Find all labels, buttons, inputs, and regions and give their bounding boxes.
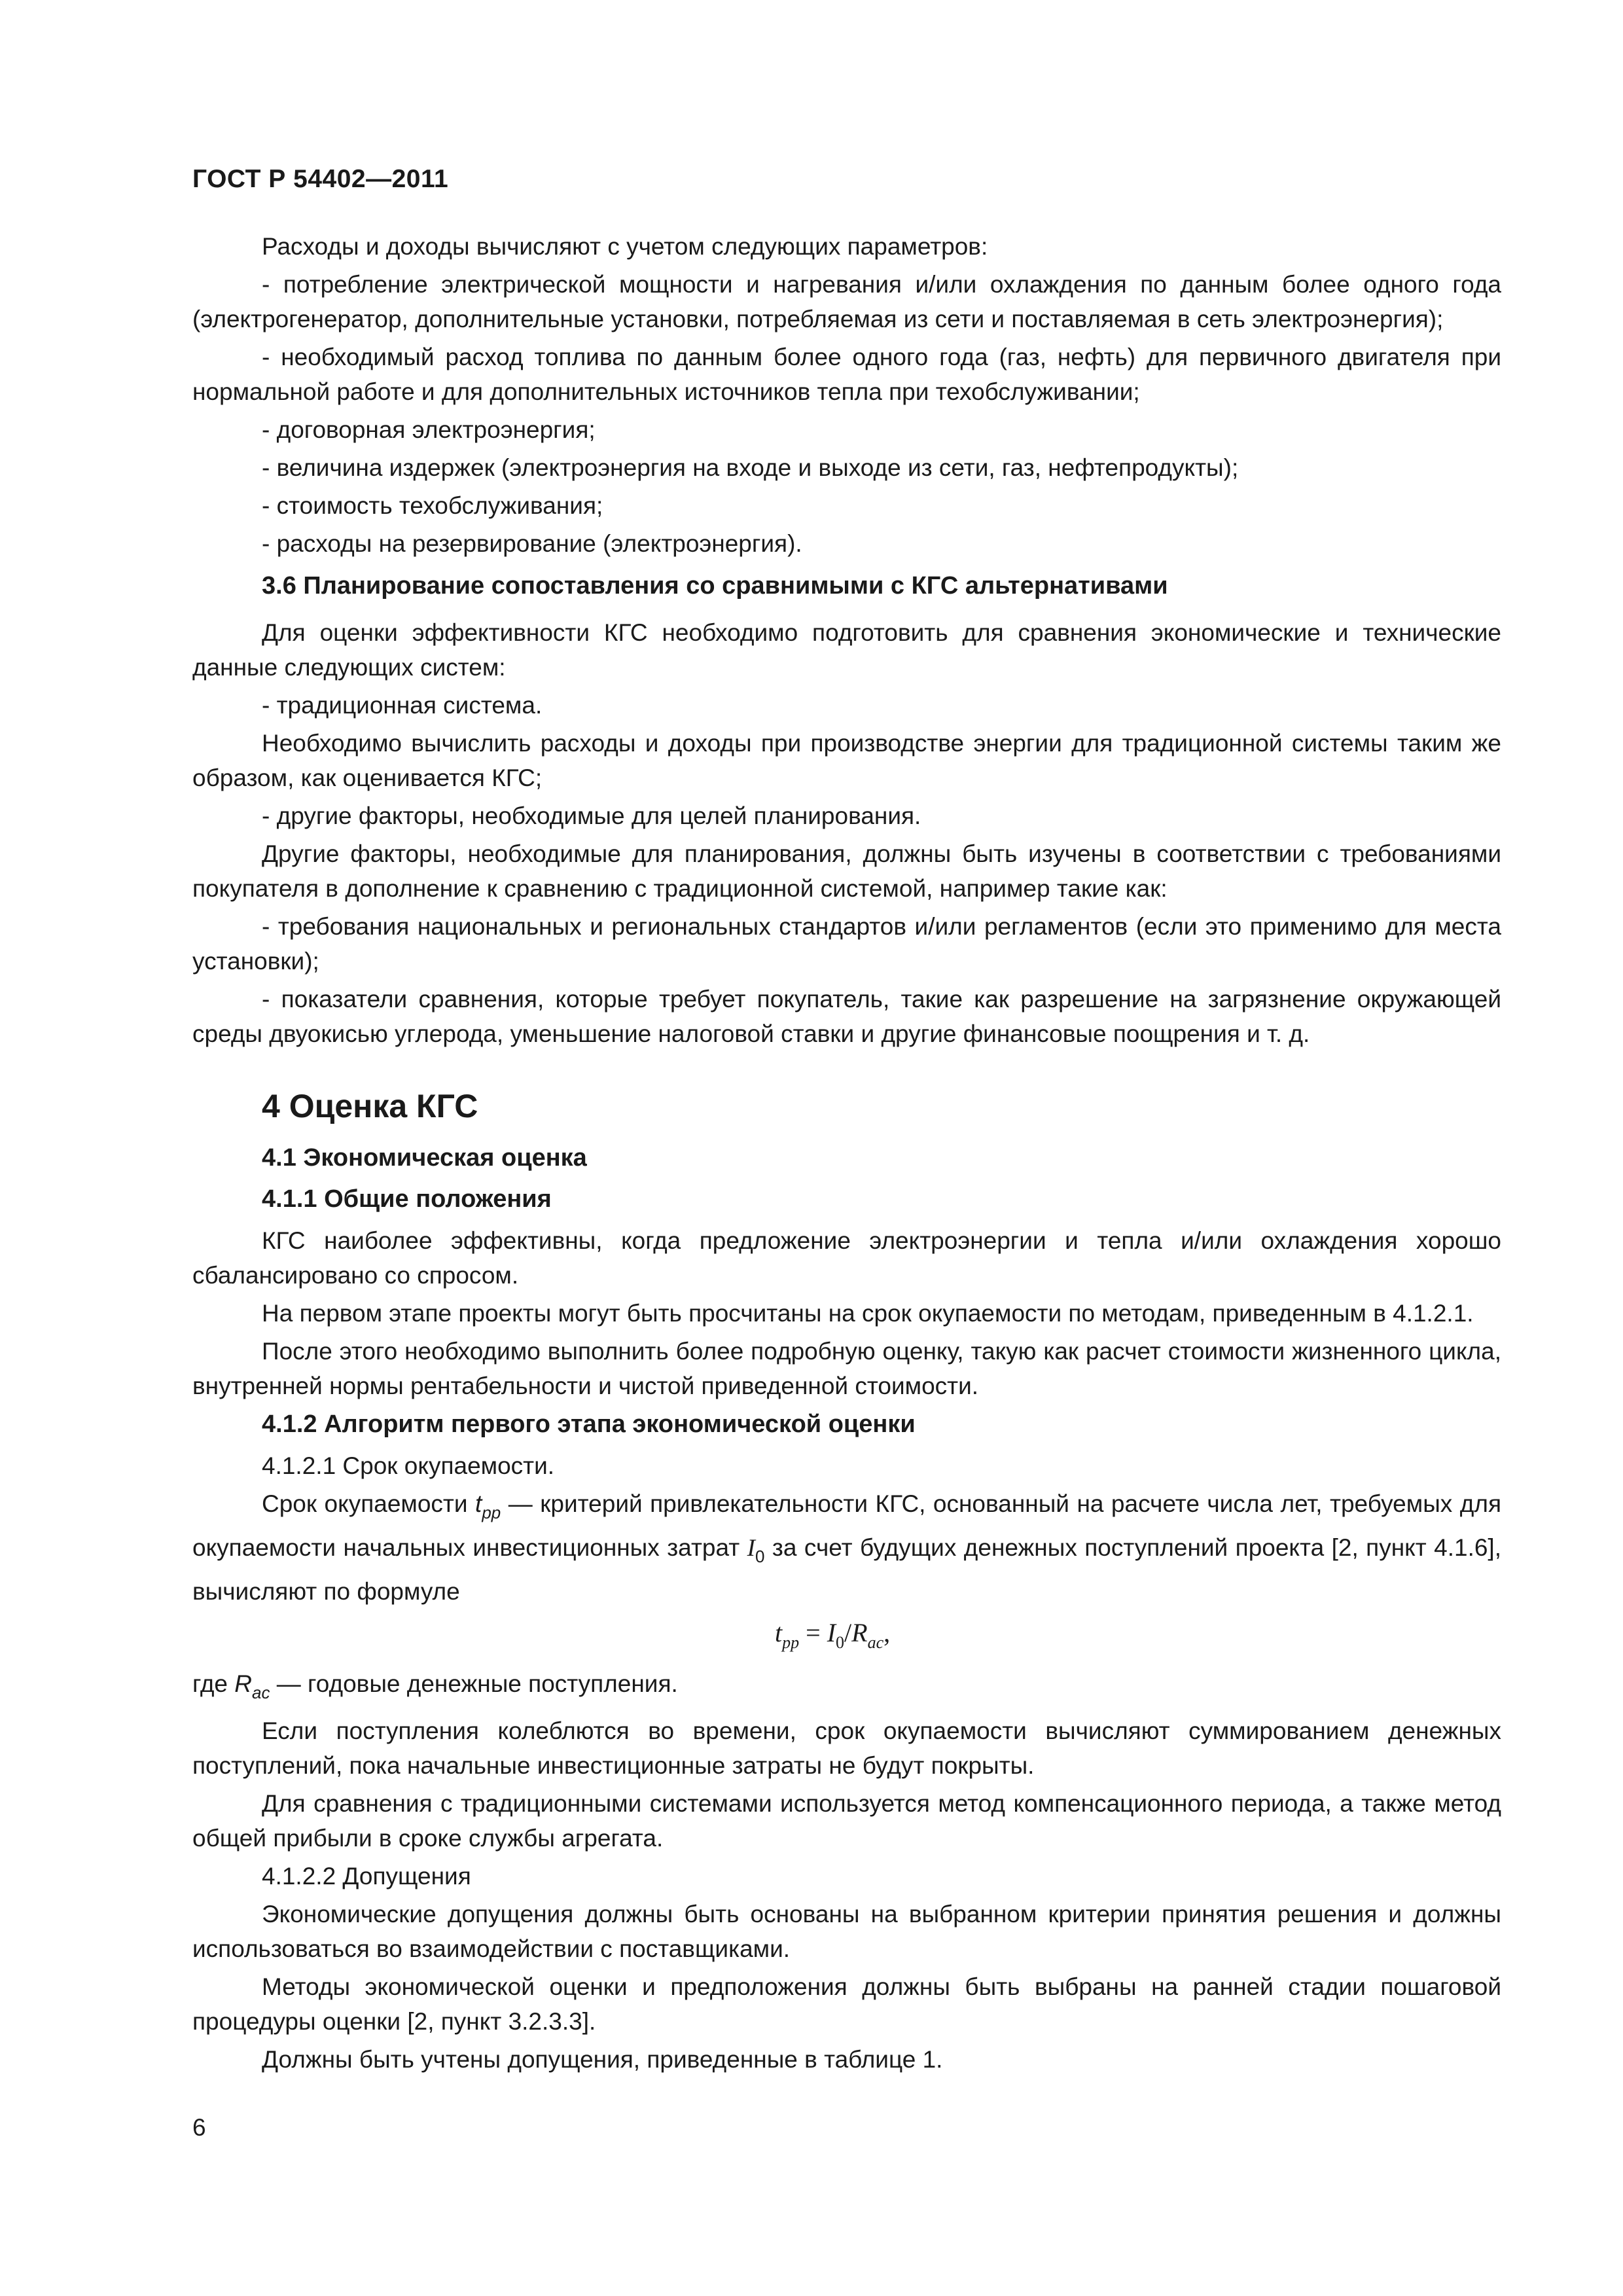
paragraph: Другие факторы, необходимые для планирования, должны быть изучены в соответствии с требованиями покупателя в дополнение к сравнению с традиционной системой, например такие как: xyxy=(192,840,1501,902)
payback-formula xyxy=(192,1615,1501,1660)
formula-subscript: 0 xyxy=(836,1633,845,1652)
list-item: - показатели сравнения, которые требует покупатель, такие как разрешение на загрязнение окружающей среды двуокисью углерода, уменьшение налоговой ставки и другие финансовые поощрения и т. д. xyxy=(192,986,1501,1047)
list-item: - традиционная система. xyxy=(262,692,543,719)
list-item: - требования национальных и региональных стандартов и/или регламентов (если это применимо для места установки); xyxy=(192,913,1501,975)
document-body xyxy=(192,229,1501,2080)
paragraph: 4.1.2.1 Срок окупаемости. xyxy=(262,1452,555,1479)
paragraph: На первом этапе проекты могут быть просчитаны на срок окупаемости по методам, приведенным в 4.1.2.1. xyxy=(262,1300,1474,1327)
text-run: где xyxy=(192,1670,235,1697)
paragraph: После этого необходимо выполнить более подробную оценку, такую как расчет стоимости жизненного цикла, внутренней нормы рентабельности и чистой приведенной стоимости. xyxy=(192,1338,1501,1399)
section-heading-3-6: 3.6 Планирование сопоставления со сравнимыми с КГС альтернативами xyxy=(262,572,1168,600)
text-run: — критерий привлекательности КГС, основанный на расчете числа лет, требуемых для окупаемости начальных инвестиционных затрат xyxy=(192,1490,1501,1561)
paragraph: 4.1.2.2 Допущения xyxy=(262,1863,471,1890)
list-item: - расходы на резервирование (электроэнергия). xyxy=(262,530,802,557)
text-run: Срок окупаемости xyxy=(262,1490,476,1517)
payback-definition-paragraph xyxy=(192,1486,1501,1609)
formula-legend xyxy=(192,1666,1501,1710)
paragraph: Для сравнения с традиционными системами используется метод компенсационного периода, а также метод общей прибыли в сроке службы агрегата. xyxy=(192,1790,1501,1852)
document-header: ГОСТ Р 54402—2011 xyxy=(192,165,449,193)
list-item: - стоимость техобслуживания; xyxy=(262,492,603,519)
formula-r: R xyxy=(851,1618,868,1647)
paragraph: Расходы и доходы вычисляют с учетом следующих параметров: xyxy=(262,233,988,260)
paragraph: Необходимо вычислить расходы и доходы при производстве энергии для традиционной системы таким же образом, как оценивается КГС; xyxy=(192,730,1501,791)
section-heading-4-1: 4.1 Экономическая оценка xyxy=(262,1144,587,1172)
paragraph: Должны быть учтены допущения, приведенные в таблице 1. xyxy=(262,2046,943,2073)
formula-subscript: pp xyxy=(782,1633,800,1652)
paragraph: Для оценки эффективности КГС необходимо подготовить для сравнения экономические и технические данные следующих систем: xyxy=(192,619,1501,681)
formula-i: I xyxy=(827,1618,836,1647)
formula-subscript: ac xyxy=(867,1633,884,1652)
symbol-t: t xyxy=(475,1490,482,1517)
section-heading-4: 4 Оценка КГС xyxy=(262,1088,478,1124)
symbol-subscript: ac xyxy=(252,1683,270,1702)
symbol-r: R xyxy=(234,1670,253,1697)
list-item: - другие факторы, необходимые для целей планирования. xyxy=(262,802,921,829)
text-run: за счет будущих денежных поступлений проекта [2, пункт 4.1.6], вычисляют по формуле xyxy=(192,1534,1501,1605)
text-run: — годовые денежные поступления. xyxy=(270,1670,678,1697)
list-item: - потребление электрической мощности и нагревания и/или охлаждения по данным более одного года (электрогенератор, дополнительные установки, потребляемая из сети и поставляемая в сеть электроэнергия); xyxy=(192,271,1501,332)
section-heading-4-1-2: 4.1.2 Алгоритм первого этапа экономической оценки xyxy=(262,1410,916,1438)
formula-comma: , xyxy=(883,1618,891,1647)
paragraph: Методы экономической оценки и предположения должны быть выбраны на ранней стадии пошаговой процедуры оценки [2, пункт 3.2.3.3]. xyxy=(192,1973,1501,2035)
section-heading-4-1-1: 4.1.1 Общие положения xyxy=(262,1185,552,1213)
paragraph: Экономические допущения должны быть основаны на выбранном критерии принятия решения и должны использоваться во взаимодействии с поставщиками. xyxy=(192,1901,1501,1962)
formula-t: t xyxy=(775,1618,783,1647)
page-number: 6 xyxy=(192,2114,206,2141)
formula-slash: / xyxy=(844,1618,852,1647)
symbol-subscript: pp xyxy=(482,1503,501,1522)
list-item: - необходимый расход топлива по данным более одного года (газ, нефть) для первичного двигателя при нормальной работе и для дополнительных источников тепла при техобслуживании; xyxy=(192,344,1501,405)
paragraph: Если поступления колеблются во времени, срок окупаемости вычисляют суммированием денежных поступлений, пока начальные инвестиционные затраты не будут покрыты. xyxy=(192,1717,1501,1779)
symbol-subscript: 0 xyxy=(755,1547,765,1566)
symbol-i: I xyxy=(747,1535,755,1562)
paragraph: КГС наиболее эффективны, когда предложение электроэнергии и тепла и/или охлаждения хорошо сбалансировано со спросом. xyxy=(192,1227,1501,1289)
list-item: - договорная электроэнергия; xyxy=(262,416,596,443)
formula-equals: = xyxy=(799,1618,827,1647)
list-item: - величина издержек (электроэнергия на входе и выходе из сети, газ, нефтепродукты); xyxy=(262,454,1239,481)
